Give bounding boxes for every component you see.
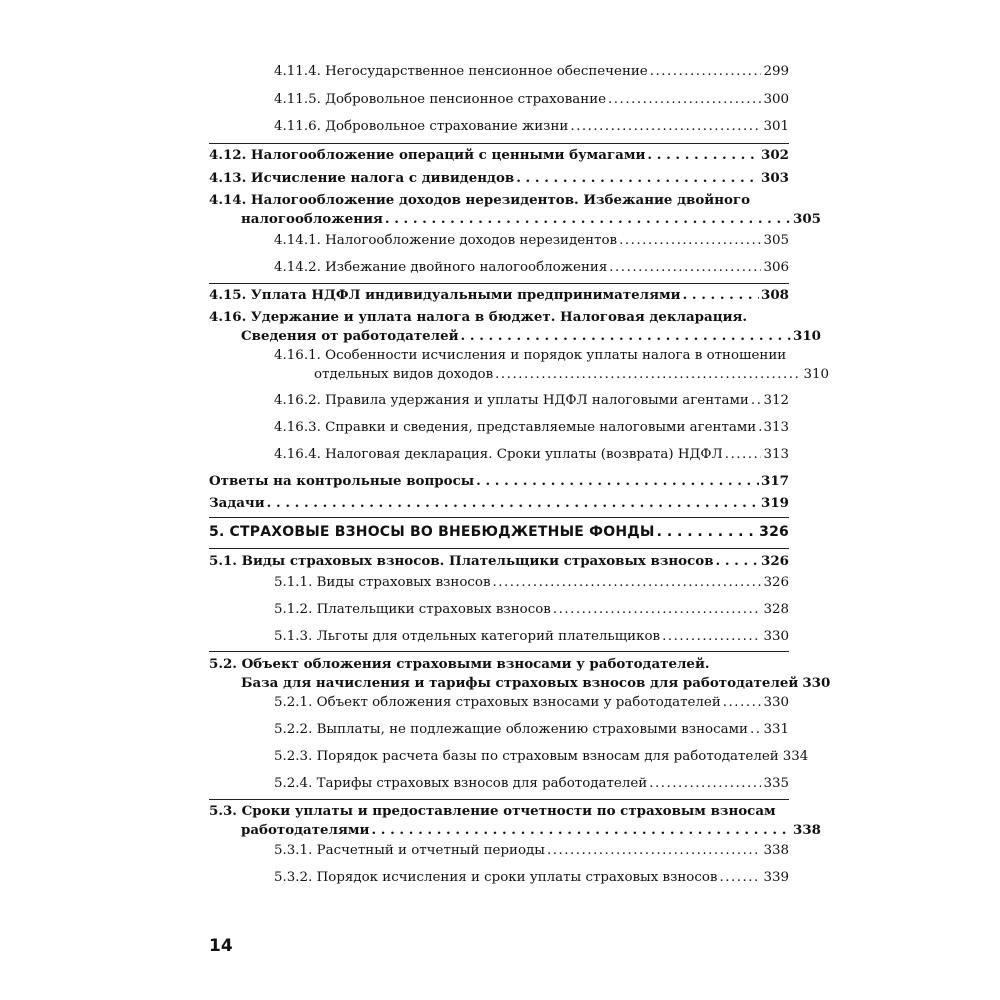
toc-entry-title: 4.16.3. Справки и сведения, представляемые налоговыми агентами (274, 420, 757, 435)
toc-entry-page: 300 (763, 92, 789, 107)
toc-entry-page: 326 (759, 524, 789, 540)
dot-leader (553, 600, 762, 619)
toc-entry-title: 4.11.6. Добровольное страхование жизни (274, 119, 569, 134)
dot-leader (371, 821, 791, 840)
toc-entry-4-15 (209, 286, 789, 305)
dot-leader (619, 231, 761, 250)
toc-entry-4-11-6 (274, 117, 789, 136)
toc-entry-title: 4.15. Уплата НДФЛ индивидуальными предпринимателями (209, 287, 681, 303)
toc-entry-answers (209, 472, 789, 491)
toc-entry-4-11-5 (274, 90, 789, 109)
toc-entry-title: 4.14.1. Налогообложение доходов нерезидентов (274, 233, 618, 248)
toc-entry-page: 301 (763, 119, 789, 134)
toc-entry-page: 310 (803, 367, 829, 382)
dot-leader (657, 523, 758, 542)
toc-entry-title-line1: 4.14. Налогообложение доходов нерезидентов. Избежание двойного (209, 192, 751, 208)
toc-entry-title: 4.11.5. Добровольное пенсионное страхование (274, 92, 607, 107)
page-number: 14 (209, 936, 233, 956)
toc-entry-page: 326 (761, 553, 789, 569)
toc-entry-page: 328 (763, 602, 789, 617)
dot-leader (608, 90, 761, 109)
toc-entry-title: 4.16.2. Правила удержания и уплаты НДФЛ налоговыми агентами (274, 393, 749, 408)
toc-entry-5-2 (209, 655, 831, 693)
dot-leader (570, 117, 761, 136)
toc-entry-4-14-1 (274, 231, 789, 250)
toc-entry-4-11-4 (274, 62, 789, 81)
toc-entry-4-14 (209, 191, 821, 229)
toc-entry-5-1-1 (274, 573, 789, 592)
dot-leader (609, 258, 761, 277)
toc-entry-page: 331 (763, 722, 789, 737)
toc-entry-5-1 (209, 552, 789, 571)
toc-entry-title: 5.2.3. Порядок расчета базы по страховым взносам для работодателей (274, 749, 779, 764)
dot-leader (649, 774, 761, 793)
toc-entry-page: 338 (763, 843, 789, 858)
dot-leader (495, 365, 801, 384)
dot-leader (662, 627, 761, 646)
toc-entry-page: 335 (763, 776, 789, 791)
toc-entry-title: 4.11.4. Негосударственное пенсионное обеспечение (274, 64, 648, 79)
dot-leader (385, 210, 791, 229)
toc-entry-page: 319 (761, 495, 789, 511)
toc-entry-page: 306 (763, 260, 789, 275)
dot-leader (461, 327, 792, 346)
section-rule (209, 548, 789, 549)
toc-entry-page: 317 (761, 473, 789, 489)
dot-leader (751, 391, 762, 410)
toc-entry-title: 5.3.2. Порядок исчисления и сроки уплаты страховых взносов (274, 870, 718, 885)
toc-entry-page: 326 (763, 575, 789, 590)
toc-entry-title-line1: 4.16.1. Особенности исчисления и порядок уплаты налога в отношении (274, 348, 787, 363)
toc-entry-5-3-2 (274, 868, 789, 887)
dot-leader (719, 868, 761, 887)
dot-leader (683, 286, 759, 305)
toc-entry-4-16-1 (274, 346, 829, 384)
toc-entry-4-12 (209, 146, 789, 165)
toc-entry-page: 305 (793, 211, 821, 227)
section-rule (209, 283, 789, 284)
toc-entry-title-line1: 5.2. Объект обложения страховыми взносами у работодателей. (209, 656, 710, 672)
toc-entry-page: 334 (782, 749, 809, 764)
toc-entry-title: 4.16.4. Налоговая декларация. Сроки уплаты (возврата) НДФЛ (274, 447, 723, 462)
toc-entry-title: Задачи (209, 495, 265, 511)
dot-leader (516, 169, 759, 188)
toc-entry-page: 310 (793, 328, 821, 344)
section-rule (209, 651, 789, 652)
toc-entry-page: 312 (763, 393, 789, 408)
toc-entry-title: 5.2.2. Выплаты, не подлежащие обложению страховыми взносами (274, 722, 748, 737)
toc-entry-page: 313 (763, 447, 789, 462)
toc-entry-5-1-2 (274, 600, 789, 619)
toc-entry-title-line2: работодателями (241, 822, 370, 838)
section-rule (209, 517, 789, 518)
toc-entry-title: 5.1. Виды страховых взносов. Плательщики страховых взносов (209, 553, 714, 569)
toc-entry-title-line2: База для начисления и тарифы страховых взносов для работодателей (241, 675, 799, 691)
toc-entry-4-16-3 (274, 418, 789, 437)
toc-entry-title: 5.1.3. Льготы для отдельных категорий плательщиков (274, 629, 661, 644)
toc-entry-page: 299 (763, 64, 789, 79)
toc-entry-page: 305 (763, 233, 789, 248)
toc-entry-title-line2: налогообложения (241, 211, 383, 227)
toc-entry-page: 303 (761, 170, 789, 186)
toc-entry-5-2-4 (274, 774, 789, 793)
toc-entry-title-line1: 4.16. Удержание и уплата налога в бюджет. Налоговая декларация. (209, 309, 748, 325)
toc-entry-4-16-2 (274, 391, 789, 410)
toc-entry-page: 302 (761, 147, 789, 163)
toc-entry-title: 5.1.2. Плательщики страховых взносов (274, 602, 551, 617)
toc-entry-page: 330 (802, 675, 831, 691)
toc-entry-page: 308 (761, 287, 789, 303)
toc-entry-4-14-2 (274, 258, 789, 277)
toc-entry-tasks (209, 494, 789, 513)
dot-leader (650, 62, 762, 81)
dot-leader (750, 720, 762, 739)
dot-leader (547, 841, 761, 860)
toc-entry-5-3-1 (274, 841, 789, 860)
toc-entry-title-line1: 5.3. Сроки уплаты и предоставление отчетности по страховым взносам (209, 803, 776, 819)
toc-entry-title: 5.3.1. Расчетный и отчетный периоды (274, 843, 545, 858)
toc-entry-title-line2: отдельных видов доходов (314, 367, 494, 382)
section-rule (209, 143, 789, 144)
toc-entry-page: 338 (793, 822, 821, 838)
toc-entry-5-1-3 (274, 627, 789, 646)
dot-leader (476, 472, 759, 491)
toc-entry-page: 330 (763, 629, 789, 644)
toc-entry-title: 5.2.1. Объект обложения страховых взносами у работодателей (274, 695, 721, 710)
toc-entry-title: 4.14.2. Избежание двойного налогообложения (274, 260, 608, 275)
toc-entry-5-3 (209, 802, 821, 840)
toc-entry-page: 313 (763, 420, 789, 435)
dot-leader (647, 146, 759, 165)
toc-entry-title: Ответы на контрольные вопросы (209, 473, 475, 489)
toc-entry-title: 4.12. Налогообложение операций с ценными бумагами (209, 147, 646, 163)
toc-entry-5-2-1 (274, 693, 789, 712)
dot-leader (725, 445, 762, 464)
dot-leader (267, 494, 759, 513)
toc-entry-title: 5.2.4. Тарифы страховых взносов для работодателей (274, 776, 648, 791)
toc-entry-title: 4.13. Исчисление налога с дивидендов (209, 170, 515, 186)
toc-chapter-title: 5. СТРАХОВЫЕ ВЗНОСЫ ВО ВНЕБЮДЖЕТНЫЕ ФОНДЫ (209, 524, 655, 540)
toc-entry-5-2-2 (274, 720, 789, 739)
toc-entry-title: 5.1.1. Виды страховых взносов (274, 575, 491, 590)
dot-leader (723, 693, 762, 712)
toc-entry-page: 339 (763, 870, 789, 885)
toc-entry-4-13 (209, 169, 789, 188)
dot-leader (758, 418, 761, 437)
dot-leader (716, 552, 760, 571)
toc-entry-4-16 (209, 308, 821, 346)
toc-chapter-5 (209, 523, 789, 542)
toc-entry-page: 330 (763, 695, 789, 710)
dot-leader (493, 573, 762, 592)
section-rule (209, 799, 789, 800)
toc-entry-title-line2: Сведения от работодателей (241, 328, 459, 344)
toc-entry-4-16-4 (274, 445, 789, 464)
toc-entry-5-2-3 (274, 747, 809, 766)
table-of-contents (209, 0, 831, 1000)
